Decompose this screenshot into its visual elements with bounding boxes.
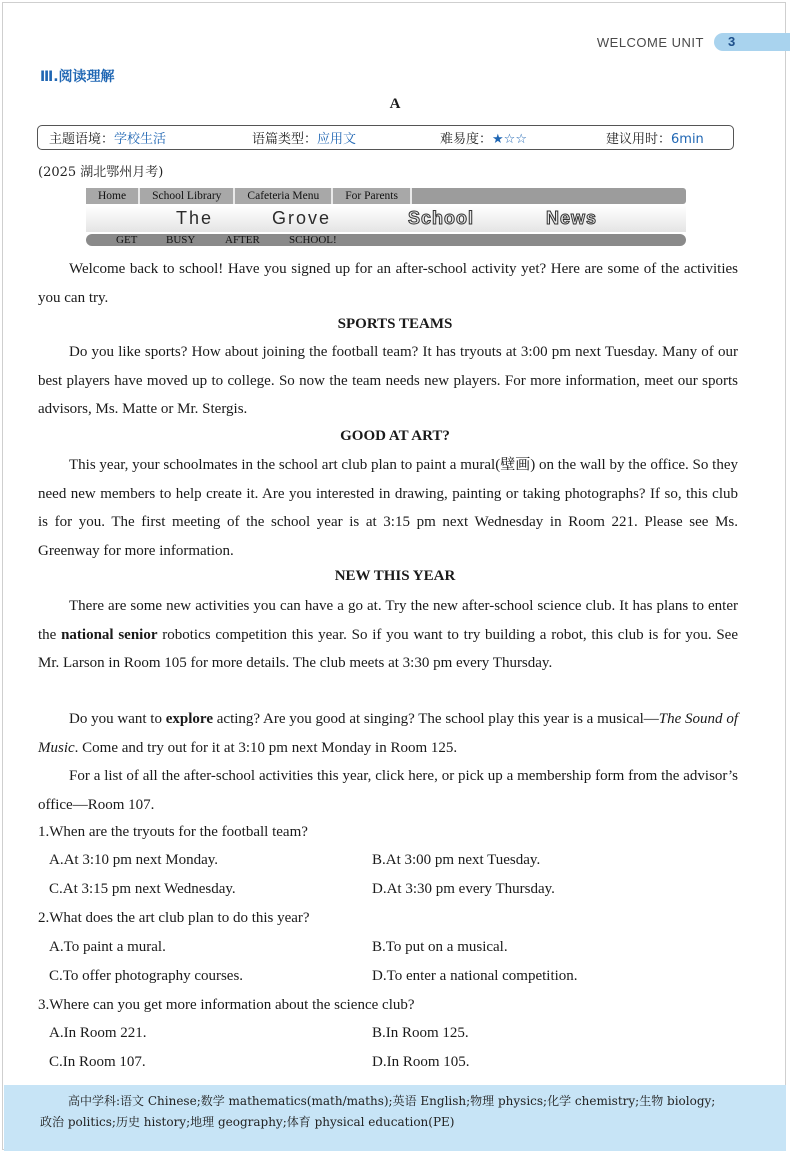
option-3d[interactable]: D.In Room 105. bbox=[372, 1054, 470, 1070]
genre-key: 语篇类型： bbox=[252, 132, 318, 147]
title-word-grove: Grove bbox=[272, 208, 332, 228]
question-1: 1.When are the tryouts for the football team? bbox=[38, 824, 308, 840]
difficulty-stars: ★☆☆ bbox=[492, 132, 527, 147]
option-1a[interactable]: A.At 3:10 pm next Monday. bbox=[49, 852, 219, 868]
science-paragraph: There are some new activities you can have a go at. Try the new after-school science club. It has plans to enter the national senior robotics competition this year. So if you want to try building a robot, this club is for you. See Mr. Larson in Room 105 for more details. The club meets at 3:30 pm every Thursday. bbox=[38, 598, 738, 671]
option-3b[interactable]: B.In Room 125. bbox=[372, 1025, 469, 1041]
time-value: 6min bbox=[671, 132, 704, 147]
part-letter: A bbox=[389, 96, 401, 112]
theme-key: 主题语境： bbox=[49, 132, 115, 147]
option-1d[interactable]: D.At 3:30 pm every Thursday. bbox=[372, 881, 555, 897]
info-box bbox=[37, 125, 734, 150]
source-note: (2025 湖北鄂州月考) bbox=[38, 165, 164, 180]
footer-line-1: 高中学科:语文 Chinese;数学 mathematics(math/maths);英语 English;物理 physics;化学 chemistry;生物 biology; bbox=[68, 1094, 716, 1108]
slogan-word: BUSY bbox=[166, 234, 196, 246]
option-1c[interactable]: C.At 3:15 pm next Wednesday. bbox=[49, 881, 236, 897]
difficulty-info bbox=[440, 128, 527, 147]
section-title: Ⅲ.阅读理解 bbox=[40, 69, 115, 85]
heading-sports: SPORTS TEAMS bbox=[337, 316, 453, 332]
question-2: 2.What does the art club plan to do this year? bbox=[38, 910, 310, 926]
website-banner bbox=[86, 188, 686, 248]
option-3c[interactable]: C.In Room 107. bbox=[49, 1054, 146, 1070]
sports-paragraph: Do you like sports? How about joining the football team? It has tryouts at 3:00 pm next Tuesday. Many of our best players have moved up to college. So now the team needs new players. For more information, meet our sports advisors, Ms. Matte or Mr. Stergis. bbox=[38, 344, 738, 417]
title-word-the: The bbox=[176, 208, 214, 228]
slogan-word: SCHOOL! bbox=[289, 234, 337, 246]
option-2c[interactable]: C.To offer photography courses. bbox=[49, 968, 244, 984]
theme-info bbox=[49, 128, 166, 147]
vocabulary-footer bbox=[4, 1085, 786, 1151]
question-3: 3.Where can you get more information about the science club? bbox=[38, 997, 415, 1013]
banner-title bbox=[86, 206, 686, 232]
genre-value: 应用文 bbox=[317, 132, 357, 147]
nav-tab-library[interactable]: School Library bbox=[140, 188, 235, 204]
unit-label: WELCOME UNIT bbox=[596, 34, 704, 50]
footer-text bbox=[40, 1091, 745, 1133]
slogan-bar bbox=[86, 234, 686, 246]
list-paragraph: For a list of all the after-school activities this year, click here, or pick up a membership form from the advisor’s office—Room 107. bbox=[38, 768, 738, 813]
option-1b[interactable]: B.At 3:00 pm next Tuesday. bbox=[372, 852, 541, 868]
time-info bbox=[606, 128, 704, 147]
option-2a[interactable]: A.To paint a mural. bbox=[49, 939, 166, 955]
slogan-word: AFTER bbox=[225, 234, 260, 246]
unit-header bbox=[597, 32, 790, 52]
page-number: 3 bbox=[714, 33, 790, 51]
intro-paragraph: Welcome back to school! Have you signed up for an after-school activity yet? Here are some of the activities you can try. bbox=[38, 261, 738, 306]
nav-tab-home[interactable]: Home bbox=[86, 188, 140, 204]
option-2d[interactable]: D.To enter a national competition. bbox=[372, 968, 578, 984]
drama-paragraph: Do you want to explore acting? Are you good at singing? The school play this year is a musical—The Sound of Music. Come and try out for it at 3:10 pm next Monday in Room 125. bbox=[38, 711, 738, 756]
title-word-school: School bbox=[408, 208, 475, 228]
heading-new: NEW THIS YEAR bbox=[334, 568, 456, 584]
time-key: 建议用时： bbox=[606, 132, 672, 147]
genre-info bbox=[252, 128, 356, 147]
nav-tab-cafeteria[interactable]: Cafeteria Menu bbox=[235, 188, 333, 204]
option-2b[interactable]: B.To put on a musical. bbox=[372, 939, 508, 955]
nav-tab-parents[interactable]: For Parents bbox=[333, 188, 412, 204]
title-word-news: News bbox=[546, 208, 598, 228]
slogan-word: GET bbox=[116, 234, 138, 246]
theme-value: 学校生活 bbox=[114, 132, 167, 147]
footer-line-2: 政治 politics;历史 history;地理 geography;体育 physical education(PE) bbox=[40, 1115, 455, 1129]
heading-art: GOOD AT ART? bbox=[340, 428, 450, 444]
art-paragraph: This year, your schoolmates in the school art club plan to paint a mural(壁画) on the wall by the office. So they need new members to help create it. Are you interested in drawing, painting or taking photographs? If so, this club is for you. The first meeting of the school year is at 3:15 pm next Wednesday in Room 221. Please see Ms. Greenway for more information. bbox=[38, 457, 738, 559]
difficulty-key: 难易度： bbox=[440, 132, 493, 147]
option-3a[interactable]: A.In Room 221. bbox=[49, 1025, 147, 1041]
nav-bar bbox=[86, 188, 686, 204]
